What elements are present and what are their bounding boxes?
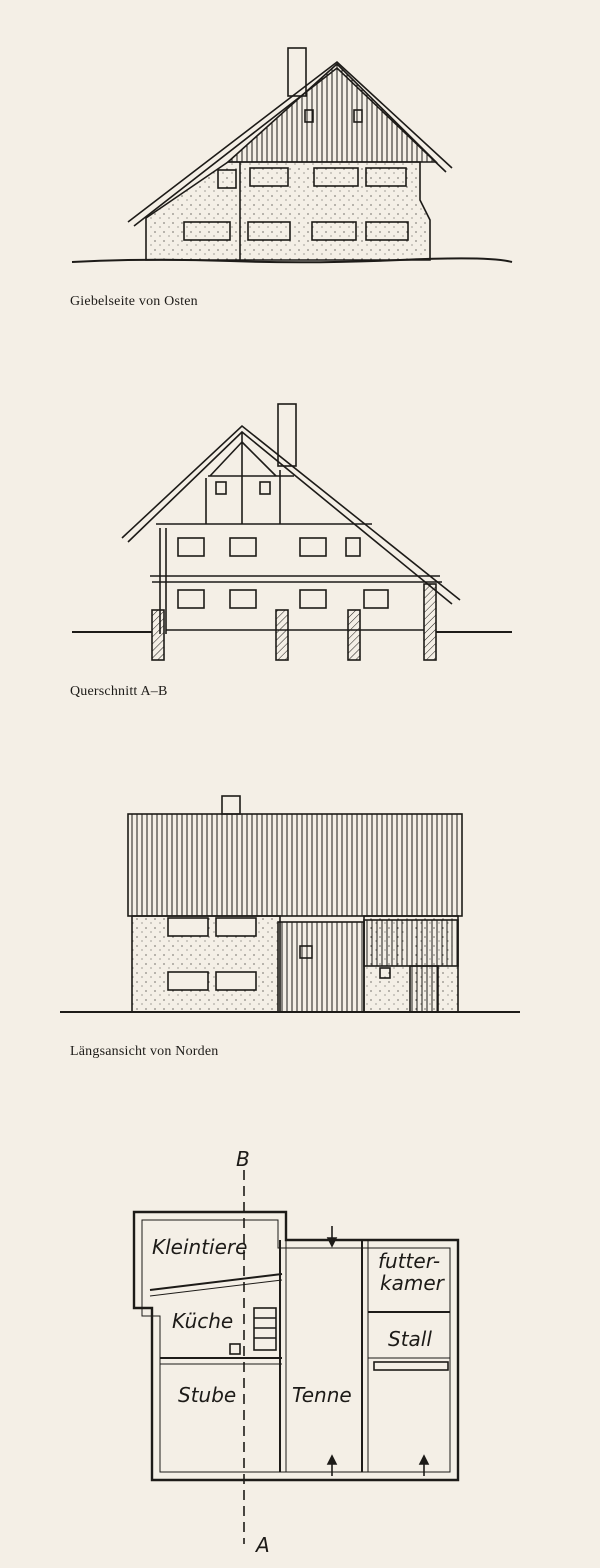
room-label-kueche: Küche <box>172 1309 234 1333</box>
room-label-stall: Stall <box>388 1327 432 1351</box>
room-label-futterkammer-2: kamer <box>380 1271 444 1295</box>
section-label-a: A <box>256 1533 270 1557</box>
caption-cross-section: Querschnitt A–B <box>70 684 168 699</box>
room-label-kleintiere: Kleintiere <box>152 1235 248 1259</box>
caption-east-gable: Giebelseite von Osten <box>70 294 198 309</box>
room-label-stube: Stube <box>178 1383 237 1407</box>
cross-section-drawing <box>0 400 600 670</box>
section-label-b: B <box>236 1147 250 1171</box>
room-label-tenne: Tenne <box>292 1383 352 1407</box>
floor-plan-drawing <box>0 1140 600 1560</box>
room-label-futterkammer-1: futter- <box>378 1249 441 1273</box>
north-elevation-drawing <box>0 790 600 1020</box>
east-gable-drawing <box>0 40 600 280</box>
caption-north-elevation: Längsansicht von Norden <box>70 1044 219 1059</box>
